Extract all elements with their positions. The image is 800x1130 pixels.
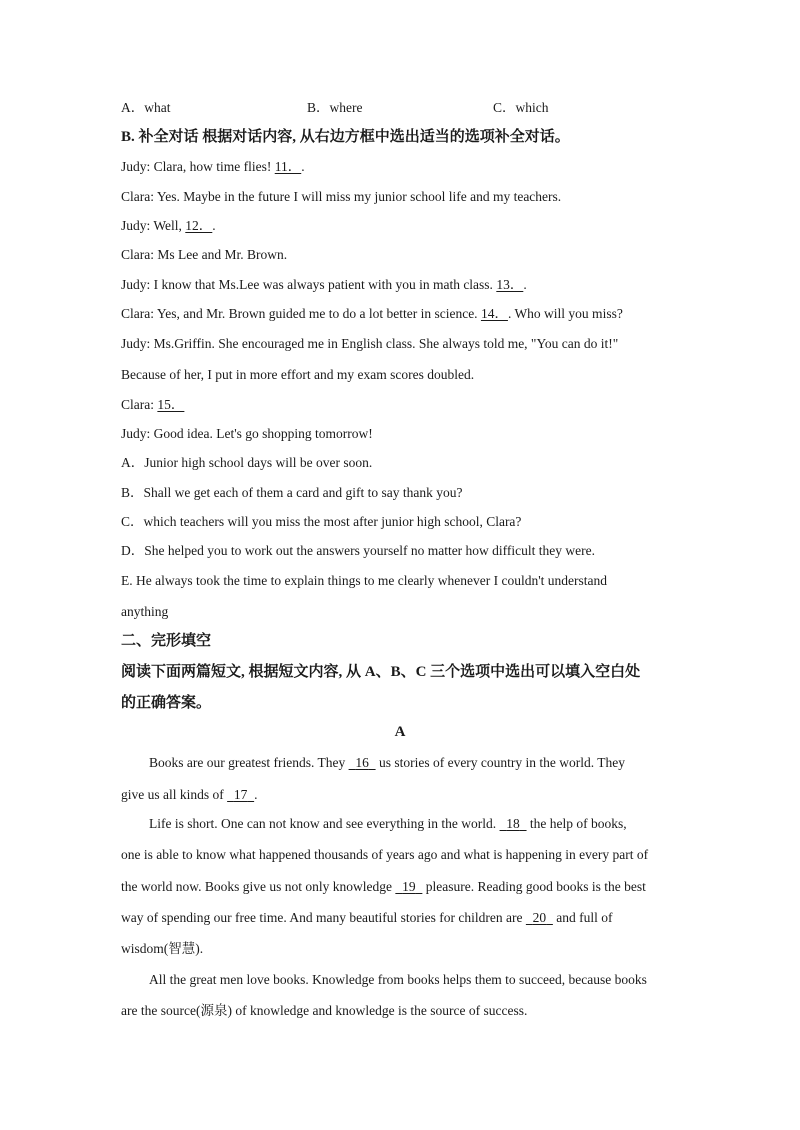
passage-line-6: way of spending our free time. And many beautiful stories for children are 20 and full of [121,910,613,925]
option-b-where: B．where [307,100,363,115]
dialogue-line-3: Judy: Well, 12．. [121,218,216,233]
choice-e-line-1: E. He always took the time to explain things to me clearly whenever I couldn't understand [121,573,608,588]
dialogue-line-7: Judy: Ms.Griffin. She encouraged me in English class. She always told me, "You can do it!" [121,336,619,351]
dialogue-line-5: Judy: I know that Ms.Lee was always patient with you in math class. 13．. [121,277,527,292]
choice-e-line-2: anything [121,604,169,619]
section-b-heading: B. 补全对话 根据对话内容, 从右边方框中选出适当的选项补全对话。 [121,129,570,145]
dialogue-line-8: Because of her, I put in more effort and my exam scores doubled. [121,367,475,382]
dialogue-line-4: Clara: Ms Lee and Mr. Brown. [121,247,288,262]
passage-line-5: the world now. Books give us not only knowledge 19 pleasure. Reading good books is the best [121,879,646,894]
blank-17: 17 [233,787,248,802]
option-c-which: C．which [493,100,549,115]
passage-line-4: one is able to know what happened thousands of years ago and what is happening in every part of [121,847,649,862]
blank-15: 15． [157,397,185,412]
passage-line-1: Books are our greatest friends. They 16 us stories of every country in the world. They [149,755,626,770]
blank-16: 16 [355,755,369,770]
choice-c: C．which teachers will you miss the most after junior high school, Clara? [121,514,522,529]
passage-line-2: give us all kinds of 17 . [121,787,258,802]
passage-line-9: are the source(源泉) of knowledge and knowledge is the source of success. [121,1003,528,1018]
dialogue-line-6: Clara: Yes, and Mr. Brown guided me to do a lot better in science. 14．. Who will you miss? [121,306,623,321]
dialogue-line-1: Judy: Clara, how time flies! 11．. [121,159,305,174]
dialogue-line-9: Clara: 15． [121,397,185,412]
blank-14: 14． [480,306,508,321]
blank-12: 12． [185,218,213,233]
passage-title: A [394,724,406,740]
part-2-heading: 二、完形填空 [121,633,212,649]
dialogue-line-2: Clara: Yes. Maybe in the future I will miss my junior school life and my teachers. [121,189,562,204]
blank-20: 20 [532,910,547,925]
choice-a: A．Junior high school days will be over soon. [121,455,373,470]
dialogue-line-10: Judy: Good idea. Let's go shopping tomorrow! [121,426,373,441]
option-a-what: A．what [121,100,171,115]
blank-11: 11． [274,159,302,174]
passage-line-3: Life is short. One can not know and see everything in the world. 18 the help of books, [149,816,627,831]
passage-line-8: All the great men love books. Knowledge from books helps them to succeed, because books [149,972,647,987]
part-2-instruction-2: 的正确答案。 [121,695,212,711]
blank-13: 13． [496,277,524,292]
passage-line-7: wisdom(智慧). [121,941,204,956]
choice-d: D．She helped you to work out the answers yourself no matter how difficult they were. [121,543,596,558]
blank-18: 18 [506,816,520,831]
blank-19: 19 [402,879,416,894]
choice-b: B．Shall we get each of them a card and gift to say thank you? [121,485,463,500]
part-2-instruction-1: 阅读下面两篇短文, 根据短文内容, 从 A、B、C 三个选项中选出可以填入空白处 [121,664,641,680]
